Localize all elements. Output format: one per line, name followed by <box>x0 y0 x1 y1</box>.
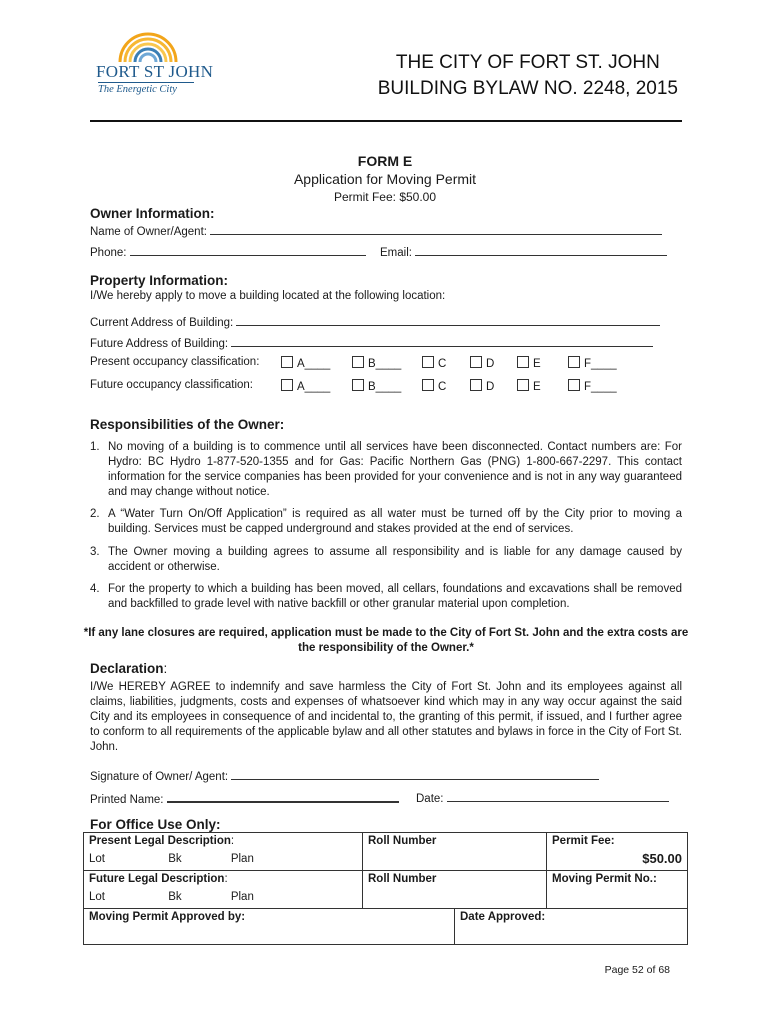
bk-label: Bk <box>168 891 182 903</box>
logo-tagline: The Energetic City <box>98 84 177 95</box>
current-address-row <box>90 314 660 329</box>
future-address-row <box>90 335 653 350</box>
signature-row <box>90 768 599 783</box>
item-text: No moving of a building is to commence until all services have been disconnected. Contact numbers are: For Hydro: BC Hydro 1-877-520-1355 and for Gas: Pacific Northern Gas (PNG) 1-800-667-2297. This contact information for the service companies has been provided for your convenience and is not in any way guaranteed and may change without notice. <box>108 441 682 498</box>
form-fee: Permit Fee: $50.00 <box>333 190 437 204</box>
future-class-label: Future occupancy classification: <box>90 379 253 391</box>
present-option-b[interactable]: B____ <box>352 356 401 370</box>
header-divider <box>90 120 682 122</box>
title-line-1: THE CITY OF FORT ST. JOHN <box>395 52 660 73</box>
present-legal-label: Present Legal Description: <box>89 835 235 847</box>
title-line-2: BUILDING BYLAW NO. 2248, 2015 <box>377 78 678 99</box>
checkbox-icon <box>470 379 482 391</box>
item-number: 3. <box>90 546 100 558</box>
future-option-d[interactable]: D <box>470 379 494 393</box>
checkbox-icon <box>470 356 482 368</box>
checkbox-icon <box>422 379 434 391</box>
item-number: 4. <box>90 583 100 595</box>
owner-name-label: Name of Owner/Agent: <box>90 226 207 238</box>
email-field[interactable] <box>415 244 667 256</box>
item-text: The Owner moving a building agrees to assume all responsibility and is liable for any damage caused by accident or otherwise. <box>108 546 682 573</box>
checkbox-icon <box>422 356 434 368</box>
responsibilities-heading: Responsibilities of the Owner: <box>90 417 285 432</box>
printed-name-label: Printed Name: <box>90 794 164 806</box>
printed-name-field[interactable] <box>167 790 399 803</box>
office-use-table <box>83 832 688 945</box>
list-item <box>90 545 682 575</box>
permit-fee-label: Permit Fee: <box>552 835 615 847</box>
present-class-label: Present occupancy classification: <box>90 356 260 368</box>
present-legal-fields <box>89 853 357 865</box>
plan-label: Plan <box>230 891 254 903</box>
checkbox-icon <box>281 379 293 391</box>
owner-name-field[interactable] <box>210 223 662 235</box>
form-name: Application for Moving Permit <box>293 171 477 187</box>
city-logo <box>92 28 214 108</box>
form-id: FORM E <box>357 153 413 169</box>
present-legal-cell <box>84 833 363 871</box>
item-text: A “Water Turn On/Off Application” is required as all water must be turned off by the City prior to moving a building. Services must be capped underground and stakes provided at the end of services. <box>108 508 682 535</box>
future-legal-fields <box>89 891 357 903</box>
signature-field[interactable] <box>231 768 599 780</box>
bk-label: Bk <box>168 853 182 865</box>
document-title <box>378 50 678 102</box>
current-address-label: Current Address of Building: <box>90 317 234 329</box>
property-heading: Property Information: <box>90 273 229 288</box>
present-option-e[interactable]: E <box>517 356 541 370</box>
future-option-a[interactable]: A____ <box>281 379 330 393</box>
owner-heading: Owner Information: <box>90 206 215 221</box>
date-approved-cell: Date Approved: <box>455 909 688 945</box>
signature-label: Signature of Owner/ Agent: <box>90 771 229 783</box>
date-field[interactable] <box>447 790 669 802</box>
phone-row <box>90 244 366 259</box>
present-option-d[interactable]: D <box>470 356 494 370</box>
checkbox-icon <box>517 356 529 368</box>
checkbox-icon <box>517 379 529 391</box>
future-option-f[interactable]: F____ <box>568 379 617 393</box>
declaration-text: I/We HEREBY AGREE to indemnify and save harmless the City of Fort St. John and its employees against all claims, liabilities, judgments, costs and expenses of whatsoever kind which may in any way occur against the said City and its employees in consequence of and incidental to, the granting of this permit, if issued, and I further agree to conform to all requirements of the applicable bylaw and all other statutes and bylaws in force in the City of Fort St. John. <box>90 681 682 753</box>
list-item <box>90 582 682 612</box>
roll-number-cell: Roll Number <box>363 871 547 909</box>
office-heading: For Office Use Only: <box>90 817 221 832</box>
date-row <box>416 790 669 805</box>
future-option-b[interactable]: B____ <box>352 379 401 393</box>
declaration-heading: Declaration: <box>90 661 168 676</box>
list-item <box>90 440 682 500</box>
present-option-c[interactable]: C <box>422 356 446 370</box>
email-row <box>380 244 667 259</box>
checkbox-icon <box>352 379 364 391</box>
approved-by-cell: Moving Permit Approved by: <box>84 909 455 945</box>
present-option-a[interactable]: A____ <box>281 356 330 370</box>
current-address-field[interactable] <box>236 314 660 326</box>
future-address-label: Future Address of Building: <box>90 338 229 350</box>
item-number: 1. <box>90 441 100 453</box>
future-legal-label: Future Legal Description: <box>89 873 228 885</box>
phone-field[interactable] <box>130 244 366 256</box>
checkbox-icon <box>568 356 580 368</box>
property-intro: I/We hereby apply to move a building located at the following location: <box>90 290 446 302</box>
future-option-e[interactable]: E <box>517 379 541 393</box>
phone-label: Phone: <box>90 247 127 259</box>
checkbox-icon <box>568 379 580 391</box>
email-label: Email: <box>380 247 412 259</box>
sunrise-logo-icon <box>92 28 204 62</box>
present-option-f[interactable]: F____ <box>568 356 617 370</box>
checkbox-icon <box>281 356 293 368</box>
permit-fee-cell <box>547 833 688 871</box>
lot-label: Lot <box>89 853 105 865</box>
permit-fee-value: $50.00 <box>642 851 682 866</box>
moving-permit-no-cell: Moving Permit No.: <box>547 871 688 909</box>
plan-label: Plan <box>230 853 254 865</box>
roll-number-cell: Roll Number <box>363 833 547 871</box>
logo-wordmark: FORT ST JOHN <box>96 62 214 81</box>
list-item <box>90 507 682 537</box>
owner-name-row <box>90 223 662 238</box>
page-number: Page 52 of 68 <box>604 964 670 976</box>
future-legal-cell <box>84 871 363 909</box>
lot-label: Lot <box>89 891 105 903</box>
date-label: Date: <box>416 793 444 805</box>
item-number: 2. <box>90 508 100 520</box>
logo-divider <box>98 82 194 83</box>
checkbox-icon <box>352 356 364 368</box>
future-address-field[interactable] <box>231 335 653 347</box>
future-option-c[interactable]: C <box>422 379 446 393</box>
lane-closure-note: *If any lane closures are required, application must be made to the City of Fort St. John and the extra costs are the responsibility of the Owner.* <box>83 627 689 654</box>
printed-name-row <box>90 790 399 806</box>
item-text: For the property to which a building has been moved, all cellars, foundations and excavations shall be removed and backfilled to grade level with native backfill or other granular material upon completion. <box>108 583 682 610</box>
